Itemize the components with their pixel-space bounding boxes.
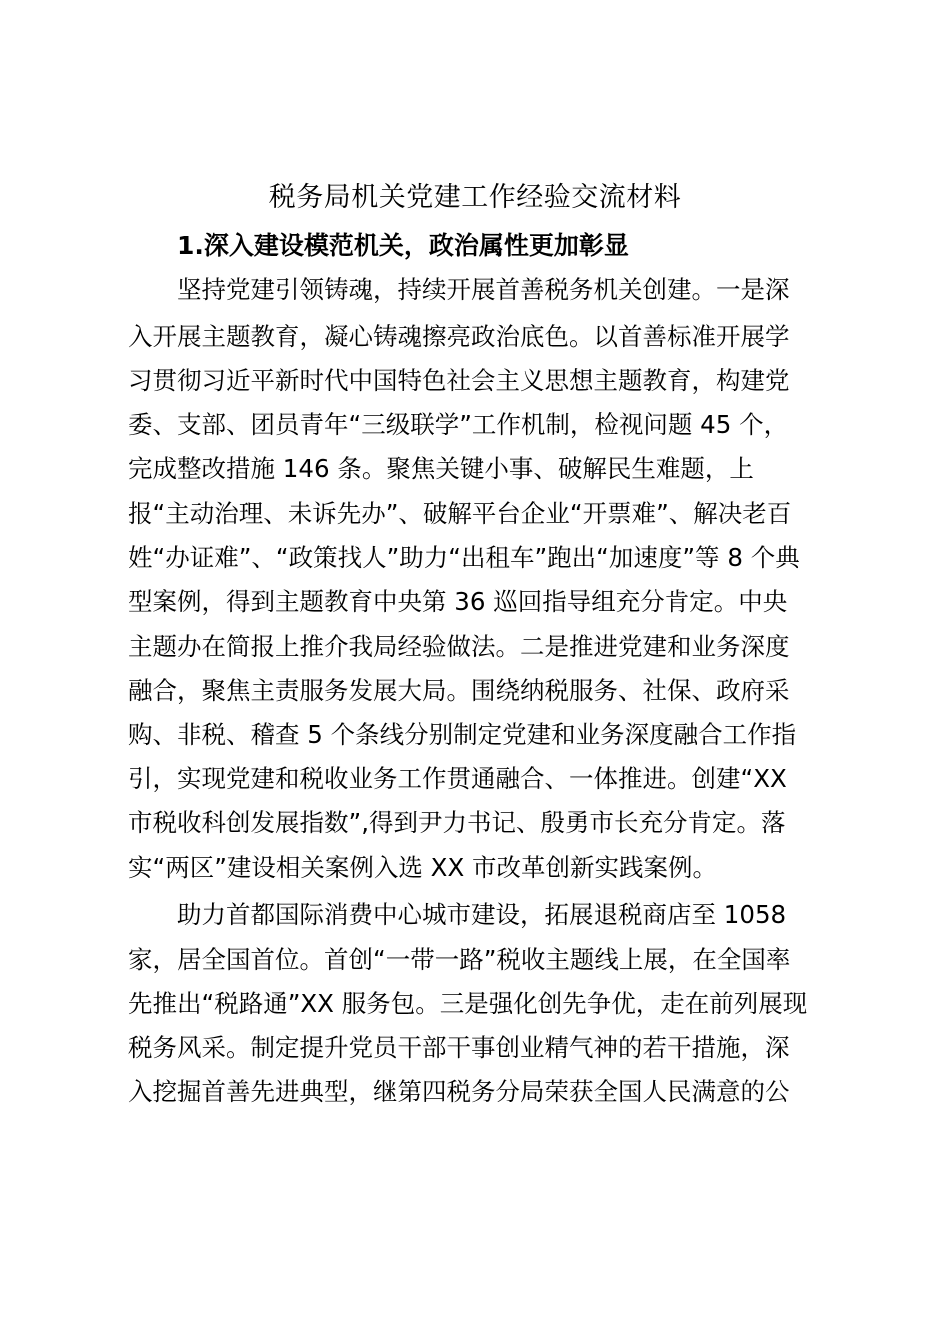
paragraph-1-line: 融合，聚焦主责服务发展大局。围绕纳税服务、社保、政府采 bbox=[128, 676, 790, 705]
paragraph-2-line: 税务风采。制定提升党员干部干事创业精气神的若干措施，深 bbox=[128, 1033, 790, 1062]
paragraph-2-line: 入挖掘首善先进典型，继第四税务分局荣获全国人民满意的公 bbox=[128, 1077, 790, 1106]
document-title: 税务局机关党建工作经验交流材料 bbox=[268, 182, 682, 213]
paragraph-1-line: 姓“办证难”、“政策找人”助力“出租车”跑出“加速度”等 8 个典 bbox=[128, 543, 800, 572]
paragraph-1-line: 引，实现党建和税收业务工作贯通融合、一体推进。创建“XX bbox=[128, 764, 787, 793]
paragraph-1-line: 坚持党建引领铸魂，持续开展首善税务机关创建。一是深 bbox=[177, 275, 790, 304]
paragraph-1-line: 主题办在简报上推介我局经验做法。二是推进党建和业务深度 bbox=[128, 632, 790, 661]
paragraph-2-line: 助力首都国际消费中心城市建设，拓展退税商店至 1058 bbox=[177, 900, 787, 929]
paragraph-2-line: 家，居全国首位。首创“一带一路”税收主题线上展，在全国率 bbox=[128, 945, 791, 974]
section-heading: 1.深入建设模范机关，政治属性更加彰显 bbox=[177, 231, 629, 260]
paragraph-1-line: 完成整改措施 146 条。聚焦关键小事、破解民生难题，上 bbox=[128, 454, 754, 483]
paragraph-1-line: 市税收科创发展指数”,得到尹力书记、殷勇市长充分肯定。落 bbox=[128, 808, 786, 837]
paragraph-1-line: 习贯彻习近平新时代中国特色社会主义思想主题教育，构建党 bbox=[128, 366, 790, 395]
paragraph-2-line: 先推出“税路通”XX 服务包。三是强化创先争优，走在前列展现 bbox=[128, 989, 808, 1018]
paragraph-1-line: 委、支部、团员青年“三级联学”工作机制，检视问题 45 个， bbox=[128, 410, 789, 439]
paragraph-1-line: 入开展主题教育，凝心铸魂擦亮政治底色。以首善标准开展学 bbox=[128, 322, 790, 351]
paragraph-1-line: 实“两区”建设相关案例入选 XX 市改革创新实践案例。 bbox=[128, 853, 718, 882]
paragraph-1-line: 购、非税、稽查 5 个条线分别制定党建和业务深度融合工作指 bbox=[128, 720, 797, 749]
paragraph-1-line: 报“主动治理、未诉先办”、破解平台企业“开票难”、解决老百 bbox=[128, 499, 792, 528]
paragraph-1-line: 型案例，得到主题教育中央第 36 巡回指导组充分肯定。中央 bbox=[128, 587, 788, 616]
